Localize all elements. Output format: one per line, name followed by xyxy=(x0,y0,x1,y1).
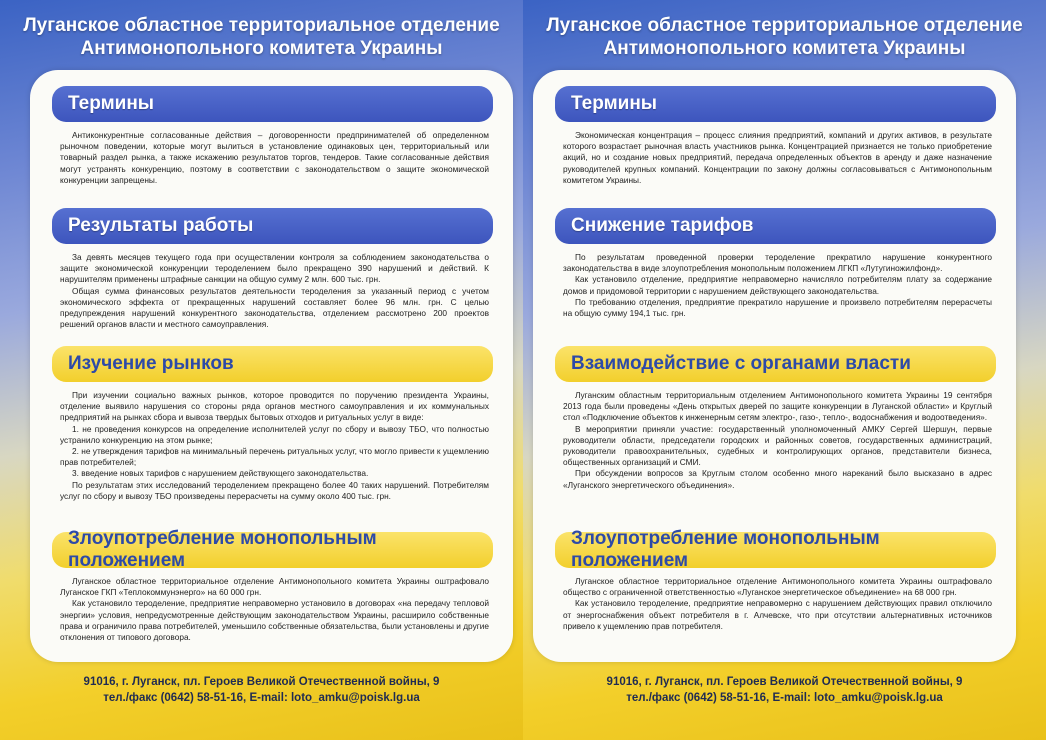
paragraph: При обсуждении вопросов за Круглым столом особенно много нареканий было высказано в адрес «Луганского энергетического объединения». xyxy=(563,468,992,490)
section-abuse xyxy=(52,528,493,643)
paragraph: Как установило тероделение, предприятие неправомерно установило в договорах «на передачу тепловой энергии» условия, непредусмотренные действующим законодательством Украины, расширило собственные права и ограничило права потребителей, уменьшило собственные обязательства, были установлены и другие отклонения от типового договора. xyxy=(60,598,489,643)
section-text xyxy=(555,130,996,186)
section-heading: Взаимодействие с органами власти xyxy=(555,346,996,382)
paragraph: По результатам проведенной проверки тероделение прекратило нарушение конкурентного законодательства в виде злоупотребления монопольным положением ЛГКП «Лутугиножилфонд». xyxy=(563,252,992,274)
section-heading: Термины xyxy=(52,86,493,122)
paragraph: 2. не утверждения тарифов на минимальный перечень ритуальных услуг, что могло привести к ущемлению прав потребителей; xyxy=(60,446,489,468)
paragraph: Как установило отделение, предприятие неправомерно начисляло потребителям плату за содержание домов и придомовой территории с нарушением действующего законодательства. xyxy=(563,274,992,296)
paragraph: Экономическая концентрация – процесс слияния предприятий, компаний и других активов, в результате которого возрастает рыночная власть участников рынка. Концентрацией признается не только приобретение акций, но и создание новых предприятий, передача определенных объектов в аренду и даже назначение руководителей крупных компаний. Концентрации по закону должны согласовываться с Антимонопольным комитетом Украины. xyxy=(563,130,992,185)
section-terms xyxy=(555,86,996,186)
paragraph: 1. не проведения конкурсов на определение исполнителей услуг по сбору и вывозу ТБО, что полностью устранило конкуренцию на этом рынке; xyxy=(60,423,489,445)
section-text xyxy=(555,252,996,319)
section-text xyxy=(52,252,493,330)
contact-footer: 91016, г. Луганск, пл. Героев Великой Отечественной войны, 9 тел./факс (0642) 58-51-16, E-mail: loto_amku@poisk.lg.ua xyxy=(83,676,440,704)
paragraph: По требованию отделения, предприятие прекратило нарушение и произвело потребителям перерасчеты на общую сумму 194,1 тыс. грн. xyxy=(563,296,992,319)
section-heading: Изучение рынков xyxy=(52,346,493,382)
section-terms xyxy=(52,86,493,186)
section-heading: Злоупотребление монопольным положением xyxy=(555,532,996,568)
paragraph: Антиконкурентные согласованные действия – договоренности предпринимателей об определенном рыночном поведении, которые могут вылиться в установление одинаковых цен, территориальный или товарный раздел рынка, а также искажению результатов торгов, тендеров. Такие согласованные действия могут устранять конкуренцию, поэтому в соответствии с законодательством о защите экономической конкуренции запрещены. xyxy=(60,130,489,185)
paragraph: По результатам этих исследований тероделением прекращено более 40 таких нарушений. Потребителям услуг по сбору и вывозу ТБО произведены перерасчеты на сумму около 400 тыс. грн. xyxy=(60,479,489,501)
section-heading: Злоупотребление монопольным положением xyxy=(52,532,493,568)
section-results xyxy=(52,208,493,330)
section-tariffs xyxy=(555,208,996,319)
page-title: Луганское областное территориальное отделение Антимонопольного комитета Украины xyxy=(23,15,500,59)
section-heading: Термины xyxy=(555,86,996,122)
section-authorities xyxy=(555,346,996,491)
paragraph: При изучении социально важных рынков, которое проводится по поручению президента Украины, отделение выявило нарушения со стороны ряда органов местного самоуправления и их коммунальных предприятий на рынках сбора и вывоза твердых бытовых отходов и ритуальных услуг в виде: xyxy=(60,390,489,423)
section-text xyxy=(52,390,493,502)
paragraph: За девять месяцев текущего года при осуществлении контроля за соблюдением законодательства о защите экономической конкуренции тероделением было прекращено 390 нарушений и действий. К нарушителям применены штрафные санкции на общую сумму 2 млн. 600 тыс. грн. xyxy=(60,252,489,285)
section-text xyxy=(555,390,996,491)
page-title: Луганское областное территориальное отделение Антимонопольного комитета Украины xyxy=(546,15,1023,59)
paragraph: В мероприятии приняли участие: государственный уполномоченный АМКУ Сергей Шершун, первые руководители области, председатели городских и районных советов, государственных администраций, руководители правоохранительных, судебных и контролирующих органов, представители бизнеса, общественных организаций и СМИ. xyxy=(563,423,992,468)
section-text xyxy=(52,130,493,186)
paragraph: Луганское областное территориальное отделение Антимонопольного комитета Украины оштрафовало Луганское ГКП «Теплокоммунэнерго» на 60 000 грн. xyxy=(60,576,489,598)
content-panel xyxy=(30,70,513,662)
section-text xyxy=(52,576,493,643)
section-heading: Результаты работы xyxy=(52,208,493,244)
right-page xyxy=(523,0,1046,740)
paragraph: Луганским областным территориальным отделением Антимонопольного комитета Украины 19 сентября 2013 года были проведены «День открытых дверей по защите конкуренции в Луганской области» и Круглый стол «Подключение объектов к инженерным сетям электро-, газо-, тепло-, водоснабжения и водоотведения». xyxy=(563,390,992,423)
section-heading: Снижение тарифов xyxy=(555,208,996,244)
paragraph: Как установило тероделение, предприятие неправомерно с нарушением действующих правил отключило от энергоснабжения объект потребителя в г. Алчевске, что при отсутствии альтернативных источников привело к ущемлению прав потребителя. xyxy=(563,598,992,631)
section-text xyxy=(555,576,996,632)
content-panel xyxy=(533,70,1016,662)
section-abuse xyxy=(555,528,996,632)
contact-footer: 91016, г. Луганск, пл. Героев Великой Отечественной войны, 9 тел./факс (0642) 58-51-16, E-mail: loto_amku@poisk.lg.ua xyxy=(606,676,963,704)
section-markets xyxy=(52,346,493,502)
paragraph: Общая сумма финансовых результатов деятельности тероделения за указанный период с учетом экономического эффекта от прекращенных нарушений составляет более 96 млн. грн. С целью предупреждения нарушений конкурентного законодательства, отделением рассмотрено 200 проектов решений органов власти и местного самоуправления. xyxy=(60,285,489,330)
paragraph: Луганское областное территориальное отделение Антимонопольного комитета Украины оштрафовало общество с ограниченной ответственностью «Луганское энергетическое объединение» на 68 000 грн. xyxy=(563,576,992,598)
paragraph: 3. введение новых тарифов с нарушением действующего законодательства. xyxy=(72,468,369,479)
